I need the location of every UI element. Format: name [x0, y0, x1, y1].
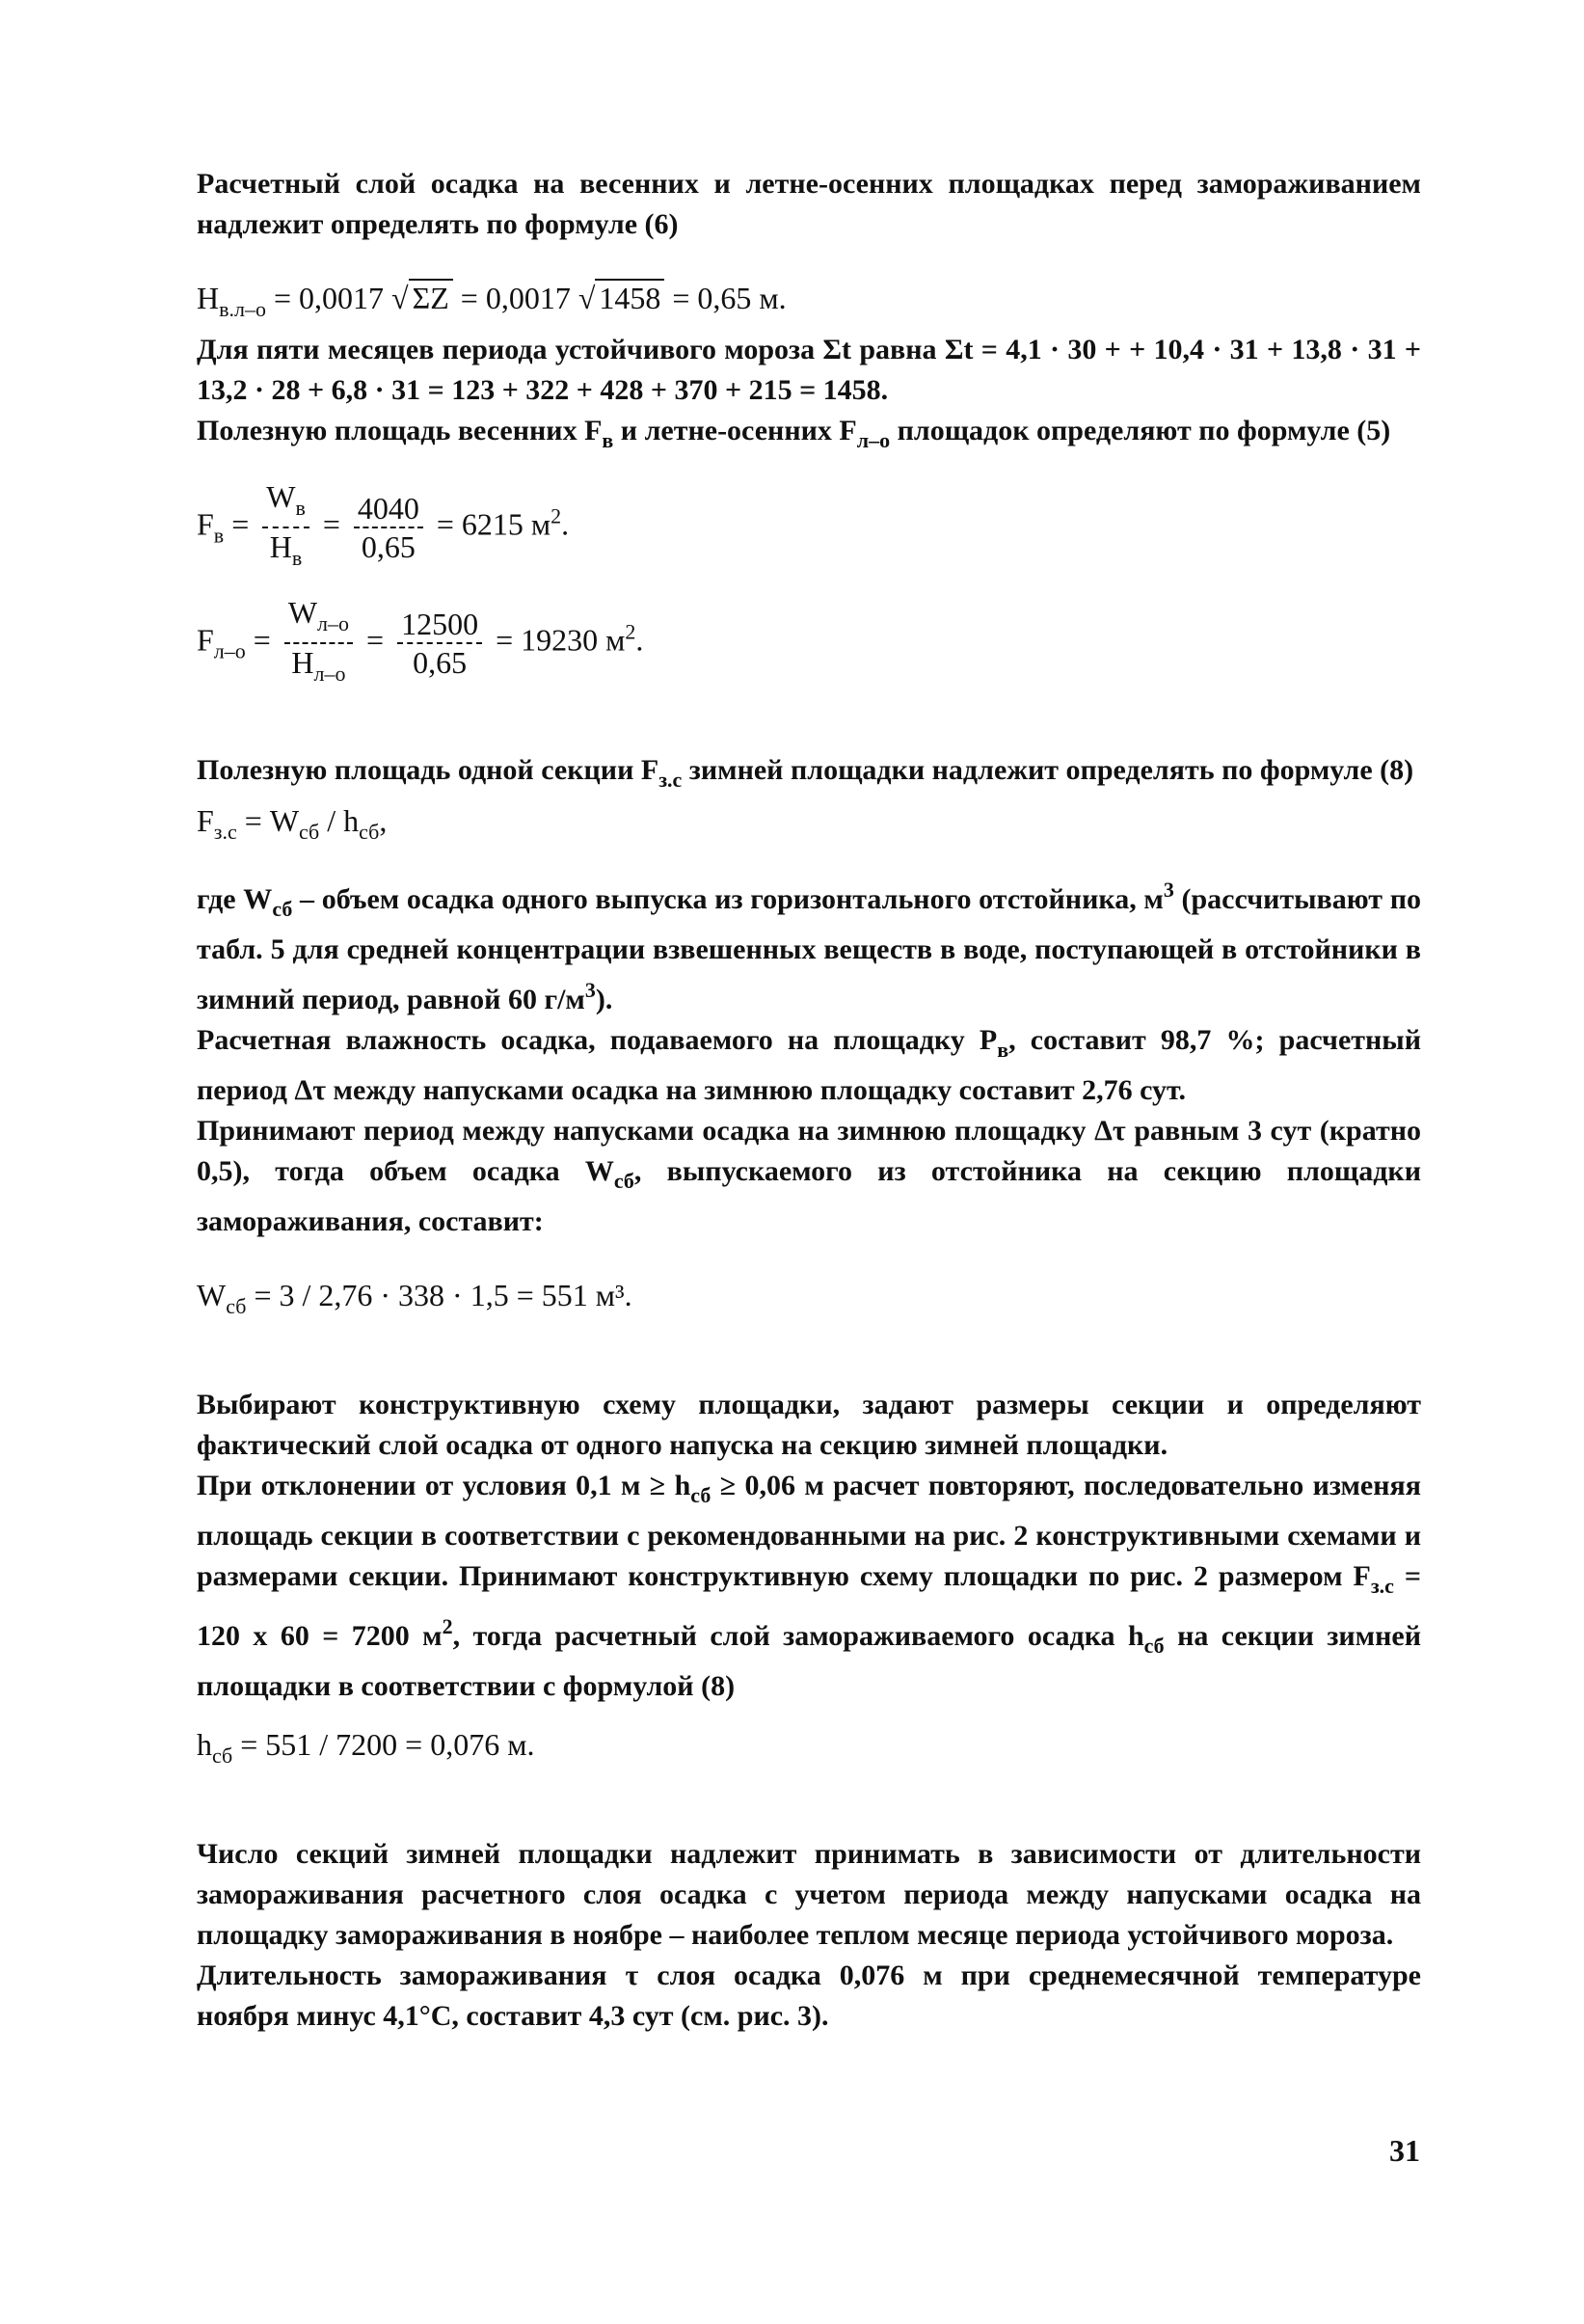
paragraph-5: где $W_{сб}$ – объем осадка одного выпуска из горизонтального отстойника, $м^3$ (рассчитывают по табл. 5 для средней концентрации взвешенных веществ в воде, поступающей в отстойники в зимний период, равной 60 $г/м^3$).: [197, 878, 1421, 1015]
paragraph-9: При отклонении от условия 0,1 $м \ge h_{сб} \ge 0,06$ м расчет повторяют, последовательно изменяя площадь секции в соответствии с рекомендованными на рис. 2 конструктивными схемами и размерами секции. Принимают конструктивную схему площадки по рис. 2 размером $F_{з.с} = 120$ х 60 = 7200 $м^2$, тогда расчетный слой замораживаемого осадка $h_{сб}$ на секции зимней площадки в соответствии с формулой (8): [197, 1470, 1422, 1702]
paragraph-7: Принимают период между напусками осадка на зимнюю площадку Δτ равным 3 сут (кратно 0,5), тогда объем осадка $W_{сб}$, выпускаемого из отстойника на секцию площадки замораживания, составит:: [197, 1115, 1421, 1237]
page-number: 31: [1389, 2133, 1420, 2168]
formula-wsb: $W_{сб} = 3 / 2,76 \cdot 338 \cdot 1,5 = 551$ м³.: [197, 1278, 632, 1318]
paragraph-1: Расчетный слой осадка на весенних и летне-осенних площадках перед замораживанием надлежит определять по формуле (6): [197, 168, 1421, 240]
formula-hsb: $h_{сб} = 551 / 7200 = 0,076$ м.: [197, 1727, 535, 1768]
paragraph-8: Выбирают конструктивную схему площадки, задают размеры секции и определяют фактический слой осадка от одного напуска на секцию зимней площадки.: [197, 1389, 1421, 1461]
formula-fv: $F_в$ = $\frac{W_в}{H_в}$ = $\frac{4040}{0,65}$ = 6215 $м^2$.: [197, 479, 570, 570]
formula-hvlo: $H_{в.л-о} = 0,0017$ √ ΣZ = 0,0017 √ 1458 = 0,65 м.: [197, 281, 787, 321]
formula-fzs: $F_{з.с} = W_{сб} / h_{сб}$,: [197, 803, 388, 844]
formula-flo: $F_{л-о}$ = $\frac{W_{л-о}}{H_{л-о}}$ = $\frac{12500}{0,65}$ = 19230 $м^2$.: [197, 595, 644, 686]
paragraph-10: Число секций зимней площадки надлежит принимать в зависимости от длительности замораживания расчетного слоя осадка с учетом периода между напусками осадка на площадку замораживания в ноябре – наиболее теплом месяце периода устойчивого мороза.: [197, 1838, 1421, 1951]
paragraph-6: Расчетная влажность осадка, подаваемого на площадку $P_в$, составит 98,7 %; расчетный период Δτ между напусками осадка на зимнюю площадку составит 2,76 сут.: [197, 1024, 1421, 1106]
paragraph-3: Полезную площадь весенних $F_в$ и летне-осенних $F_{л-о}$ площадок определяют по формуле (5): [197, 415, 1391, 452]
document-body: [197, 164, 1421, 2037]
paragraph-11: Длительность замораживания τ слоя осадка 0,076 м при среднемесячной температуре ноября минус 4,1°С, составит 4,3 сут (см. рис. 3).: [197, 1959, 1421, 2032]
paragraph-2: Для пяти месяцев периода устойчивого мороза Σt равна Σt = 4,1 · 30 + + 10,4 · 31 + 13,8 · 31 + 13,2 · 28 + 6,8 · 31 = 123 + 322 + 428 + 370 + 215 = 1458.: [197, 334, 1421, 406]
paragraph-4: Полезную площадь одной секции $F_{з.с}$ зимней площадки надлежит определять по формуле (8): [197, 754, 1414, 792]
